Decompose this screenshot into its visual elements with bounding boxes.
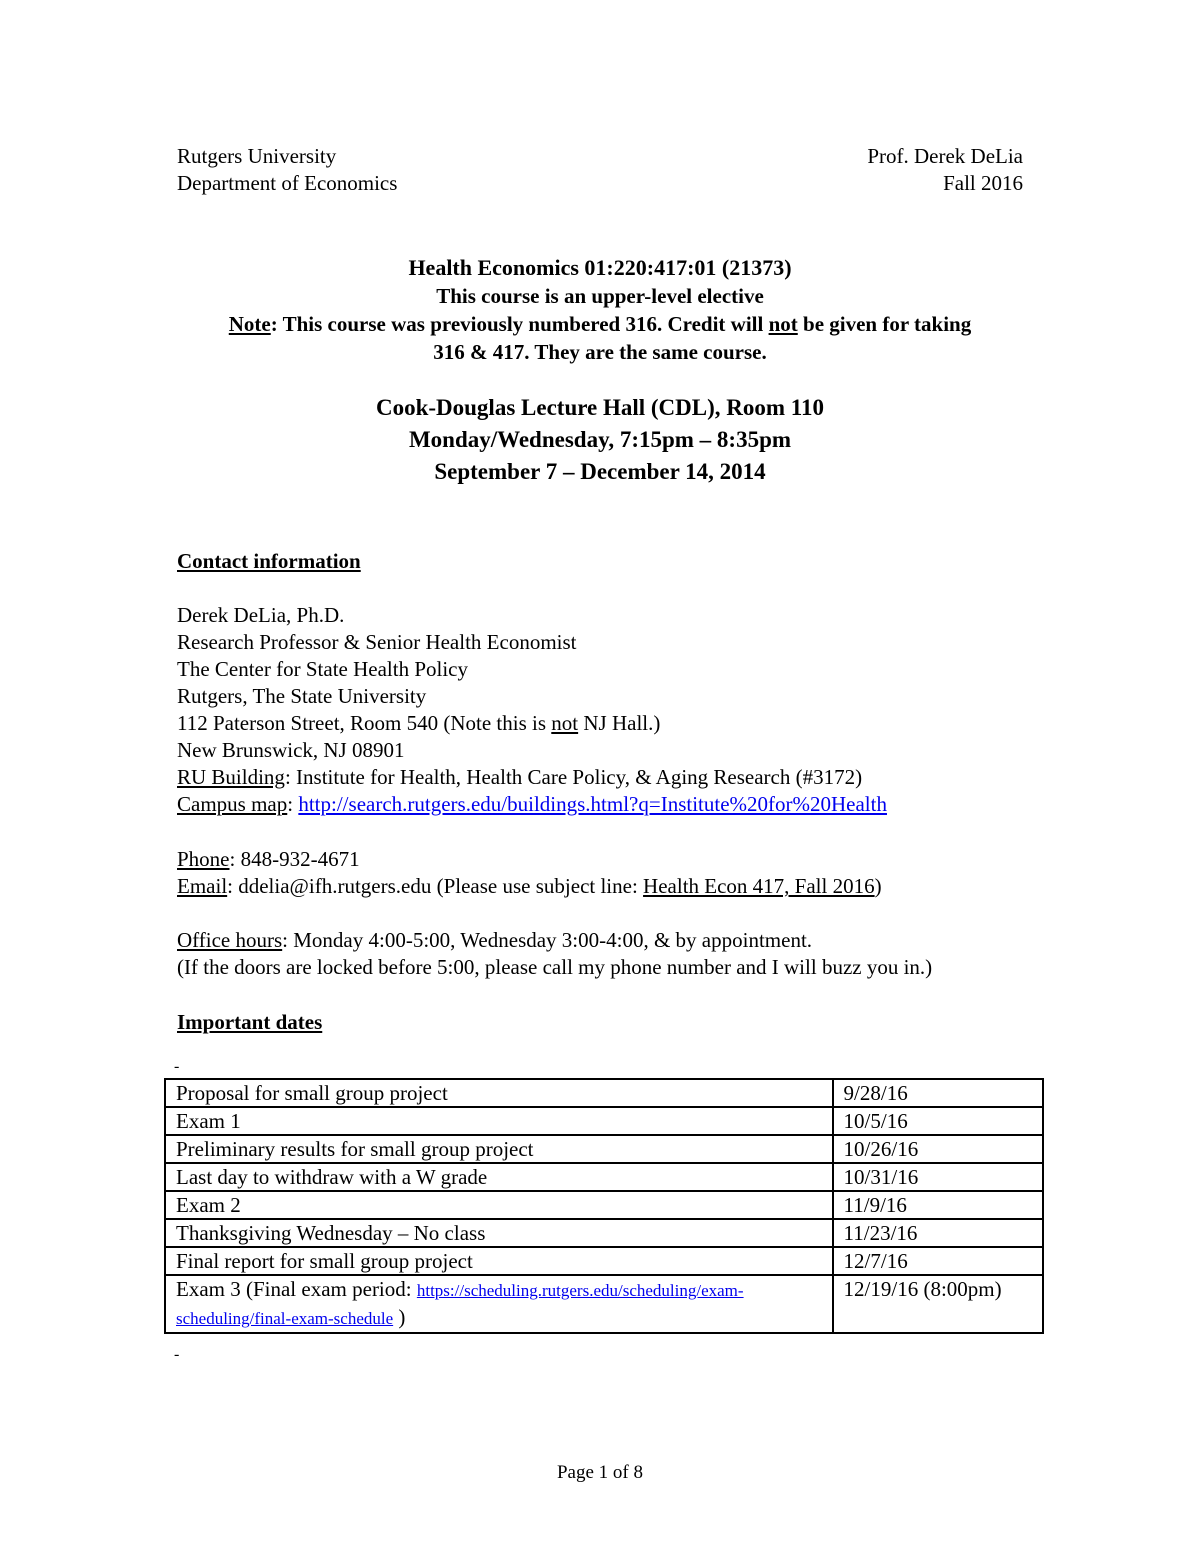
date-cell: 10/5/16 <box>833 1107 1043 1135</box>
event-cell: Proposal for small group project <box>165 1079 833 1107</box>
contact-address <box>177 710 1077 737</box>
final-exam-schedule-link-line2[interactable]: scheduling/final-exam-schedule <box>176 1309 394 1328</box>
map-sep: : <box>287 792 299 816</box>
contact-map <box>177 791 1077 818</box>
course-dates: September 7 – December 14, 2014 <box>434 459 766 484</box>
department-name: Department of Economics <box>177 171 398 195</box>
date-cell: 10/26/16 <box>833 1135 1043 1163</box>
office-label: Office hours <box>177 928 283 952</box>
contact-phone <box>177 846 1077 873</box>
course-note <box>0 310 1200 338</box>
office-hours-block <box>177 927 1077 981</box>
contact-position: Research Professor & Senior Health Economist <box>177 630 577 654</box>
university-name: Rutgers University <box>177 144 337 168</box>
campus-map-link[interactable]: http://search.rutgers.edu/buildings.html?q=Institute%20for%20Health <box>298 792 887 816</box>
email-label: Email <box>177 874 228 898</box>
event-cell <box>165 1275 833 1333</box>
contact-city: New Brunswick, NJ 08901 <box>177 738 405 762</box>
phone-value: : 848-932-4671 <box>229 847 360 871</box>
note-text-a: : This course was previously numbered 316. Credit will <box>270 312 769 336</box>
event-cell: Last day to withdraw with a W grade <box>165 1163 833 1191</box>
term: Fall 2016 <box>943 171 1023 195</box>
page-number: Page 1 of 8 <box>556 1462 643 1483</box>
course-subtitle: This course is an upper-level elective <box>436 284 764 308</box>
event-cell: Preliminary results for small group project <box>165 1135 833 1163</box>
date-cell: 10/31/16 <box>833 1163 1043 1191</box>
event-cell: Exam 1 <box>165 1107 833 1135</box>
date-cell: 11/23/16 <box>833 1219 1043 1247</box>
office-value: : Monday 4:00-5:00, Wednesday 3:00-4:00, & by appointment. <box>282 928 813 952</box>
dash-bottom: - <box>174 1346 180 1363</box>
contact-phone-email <box>177 846 1077 900</box>
event-cell: Final report for small group project <box>165 1247 833 1275</box>
contact-name: Derek DeLia, Ph.D. <box>177 603 345 627</box>
note-label: Note <box>228 312 271 336</box>
course-title-block <box>0 254 1200 366</box>
date-cell: 9/28/16 <box>833 1079 1043 1107</box>
contact-center: The Center for State Health Policy <box>177 657 468 681</box>
table-row <box>165 1135 1043 1163</box>
contact-heading <box>177 548 1077 575</box>
dates-heading <box>177 1009 1077 1036</box>
header-row-2 <box>177 170 1023 197</box>
building-label: RU Building <box>177 765 285 789</box>
event-cell: Exam 2 <box>165 1191 833 1219</box>
date-cell: 12/7/16 <box>833 1247 1043 1275</box>
map-label: Campus map <box>177 792 288 816</box>
professor-name: Prof. Derek DeLia <box>867 144 1023 168</box>
phone-label: Phone <box>177 847 230 871</box>
table-row <box>165 1219 1043 1247</box>
important-dates-table <box>164 1078 1044 1334</box>
contact-email <box>177 873 1077 900</box>
address-not: not <box>551 711 579 735</box>
dates-table-body <box>165 1079 1043 1333</box>
table-row <box>165 1191 1043 1219</box>
dash-top: - <box>174 1058 180 1075</box>
email-end: ) <box>874 874 882 898</box>
event-cell: Thanksgiving Wednesday – No class <box>165 1219 833 1247</box>
date-cell: 11/9/16 <box>833 1191 1043 1219</box>
office-note: (If the doors are locked before 5:00, please call my phone number and I will buzz you in.) <box>177 955 933 979</box>
date-cell: 12/19/16 (8:00pm) <box>833 1275 1043 1333</box>
course-logistics <box>0 392 1200 488</box>
note-text-b: be given for taking <box>797 312 972 336</box>
table-row <box>165 1079 1043 1107</box>
table-row-exam-3 <box>165 1275 1043 1333</box>
header-row-1 <box>177 143 1023 170</box>
contact-university: Rutgers, The State University <box>177 684 427 708</box>
table-row <box>165 1163 1043 1191</box>
email-value: : ddelia@ifh.rutgers.edu (Please use subject line: <box>227 874 644 898</box>
address-text-b: NJ Hall.) <box>578 711 661 735</box>
course-schedule: Monday/Wednesday, 7:15pm – 8:35pm <box>408 427 792 452</box>
building-value: : Institute for Health, Health Care Policy, & Aging Research (#3172) <box>284 765 863 789</box>
contact-building <box>177 764 1077 791</box>
contact-heading-text: Contact information <box>177 549 361 573</box>
exam3-text-b: ) <box>393 1305 406 1329</box>
email-subject: Health Econ 417, Fall 2016 <box>643 874 875 898</box>
address-text-a: 112 Paterson Street, Room 540 (Note this is <box>177 711 552 735</box>
course-location: Cook-Douglas Lecture Hall (CDL), Room 110 <box>375 395 825 420</box>
final-exam-schedule-link[interactable]: https://scheduling.rutgers.edu/scheduling/exam- <box>416 1281 744 1300</box>
table-row <box>165 1107 1043 1135</box>
note-not: not <box>768 312 798 336</box>
course-title: Health Economics 01:220:417:01 (21373) <box>408 255 792 280</box>
dates-heading-text: Important dates <box>177 1010 323 1034</box>
course-note-line2: 316 & 417. They are the same course. <box>433 340 767 364</box>
office-hours <box>177 927 1077 954</box>
contact-block <box>177 602 1077 818</box>
exam3-text-a: Exam 3 (Final exam period: <box>176 1277 417 1301</box>
table-row <box>165 1247 1043 1275</box>
